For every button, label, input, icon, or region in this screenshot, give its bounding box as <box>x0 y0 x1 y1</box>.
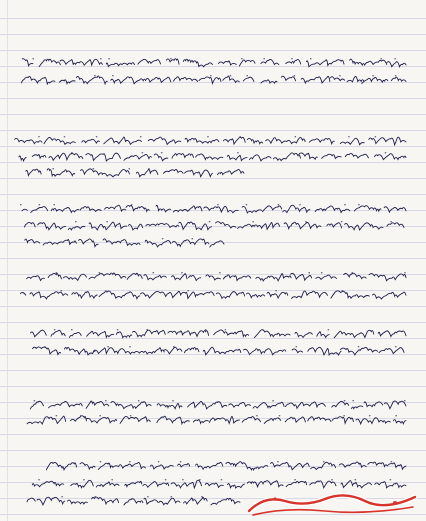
ruling <box>0 386 426 387</box>
site-watermark-logo <box>245 491 420 517</box>
ruling <box>0 34 426 35</box>
ruling <box>0 114 426 115</box>
ruling <box>0 450 426 451</box>
ruling <box>0 50 426 51</box>
handwritten-line <box>24 272 408 282</box>
handwritten-line <box>28 329 408 339</box>
handwritten-line <box>46 461 408 471</box>
handwritten-line <box>18 152 408 162</box>
handwritten-line <box>18 75 408 85</box>
handwritten-line <box>14 136 408 146</box>
handwritten-line <box>26 496 242 506</box>
ruling <box>0 178 426 179</box>
handwritten-line <box>28 479 408 489</box>
ruling <box>0 194 426 195</box>
handwritten-line <box>22 58 408 68</box>
ruling <box>0 146 426 147</box>
ruling <box>0 322 426 323</box>
handwritten-line <box>20 290 408 300</box>
ruling <box>0 306 426 307</box>
ruling <box>0 18 426 19</box>
handwritten-line <box>20 168 246 178</box>
ruling <box>0 130 426 131</box>
ruling <box>0 370 426 371</box>
handwritten-line <box>24 238 226 248</box>
handwritten-line <box>20 204 408 214</box>
handwritten-line <box>26 346 406 356</box>
handwritten-line <box>24 415 408 425</box>
handwritten-line <box>22 400 408 410</box>
ruling <box>0 162 426 163</box>
margin-line <box>7 0 8 521</box>
ruling <box>0 258 426 259</box>
handwritten-line <box>22 221 406 231</box>
ruling <box>0 434 426 435</box>
ruling <box>0 98 426 99</box>
